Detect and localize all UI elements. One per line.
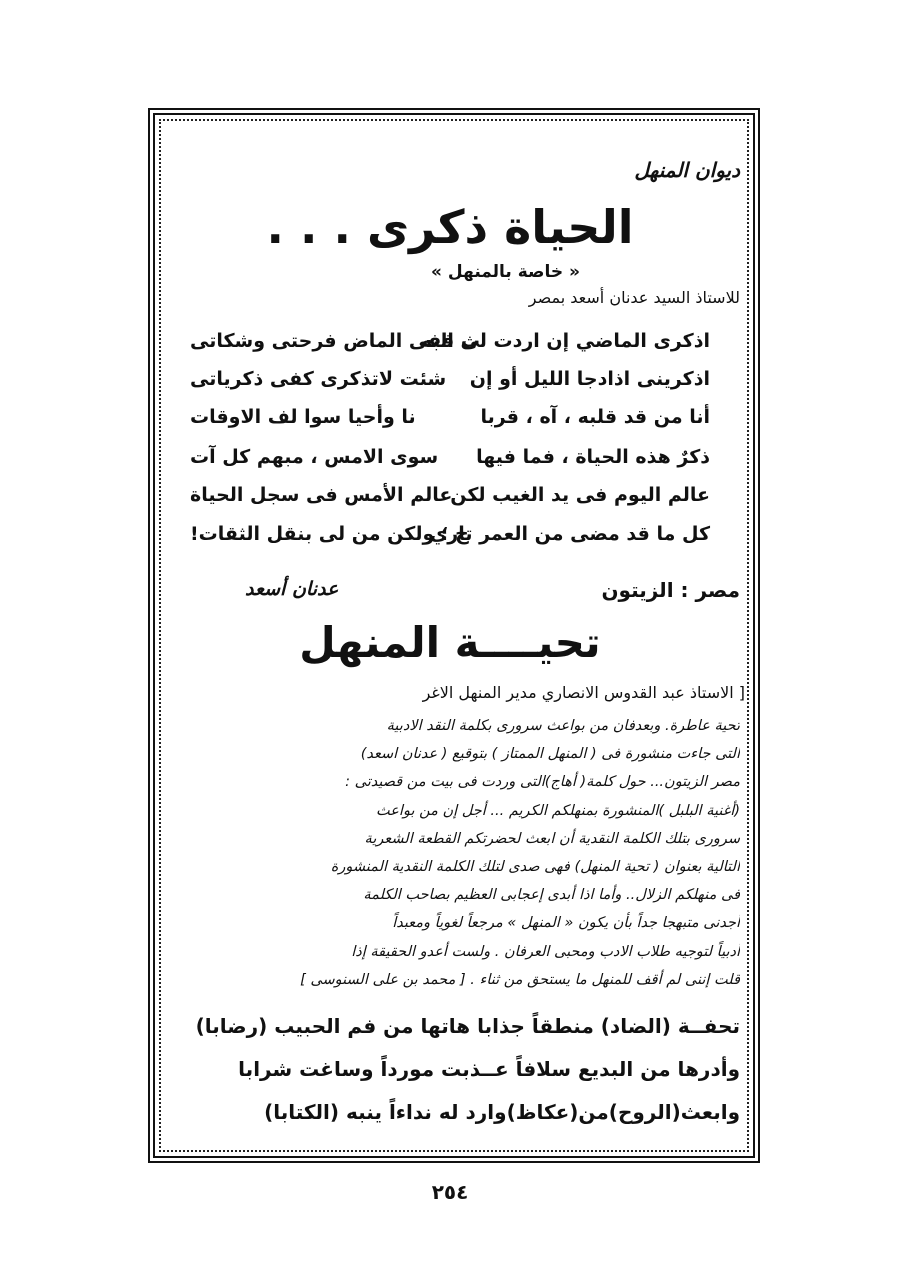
letter-line: أدبياً لتوجيه طلاب الادب ومحبى العرفان . ولست أعدو الحقيقة إذا (351, 943, 740, 960)
letter-line: أجدنى متبهجا جداً بأن يكون « المنهل » مرجعاً لغوياً ومعبداً (392, 915, 740, 932)
verse-row (190, 484, 710, 518)
poem-title: الحياة ذكرى . . . (266, 200, 634, 254)
letter-line: قلت إننى لم أقف للمنهل ما يستحق من ثناء . [ محمد بن على السنوسى ] (300, 971, 740, 988)
poem-author: للاستاذ السيد عدنان أسعد بمصر (528, 288, 740, 307)
verse-line: وابعث(الروح)من(عكاظ)وارد له نداءاً ينبه (الكتابا) (264, 1100, 740, 1124)
letter-body (180, 712, 740, 994)
letter-line: (أغنية البلبل )المنشورة بمنهلكم الكريم ... أجل إن من بواعث (376, 802, 740, 819)
hemistich-left: ث ففى الماض فرحتى وشكاتى (190, 330, 480, 352)
verse-line: تحفــة (الضاد) منطقاً جذابا هاتها من فم الحبيب (رضابا) (195, 1014, 740, 1038)
hemistich-right: أنا من قد قلبه ، آه ، قربا (480, 406, 710, 428)
hemistich-left: نا وأحيا سوا لف الاوقات (190, 406, 416, 428)
section-title: تحيــــة المنهل (299, 618, 601, 667)
verse-row (190, 330, 710, 364)
letter-line: فى منهلكم الزلال.. وأما اذا أبدى إعجابى العظيم بصاحب الكلمة (363, 887, 740, 904)
poem-subtitle: « خاصة بالمنهل » (431, 262, 580, 282)
letter-line: مصر الزيتون... حول كلمة( أهاج)التى وردت فى بيت من قصيدتى : (345, 774, 740, 791)
section-label: ديوان المنهل (634, 158, 740, 182)
signature-name: عدنان أسعد (245, 578, 339, 600)
verse-row (190, 406, 710, 440)
hemistich-left: عالم الأمس فى سجل الحياة (190, 484, 453, 506)
signature-place: مصر : الزيتون (601, 578, 740, 602)
letter-line: التى جاءت منشورة فى ( المنهل الممتاز ) بتوقيع ( عدنان اسعد) (360, 746, 740, 763)
letter-line: سرورى بتلك الكلمة النقدية أن ابعث لحضرتكم القطعة الشعرية (364, 830, 740, 847)
hemistich-right: عالم اليوم فى يد الغيب لكن (450, 484, 710, 506)
page-number: ٢٥٤ (431, 1180, 469, 1204)
letter-line: تحية عاطرة. وبعدفان من بواعث سرورى بكلمة النقد الادبية (386, 718, 740, 734)
letter-heading: [ الاستاذ عبد القدوس الانصاري مدير المنهل الاغر (422, 683, 745, 702)
hemistich-right: كل ما قد مضى من العمر تاري (429, 523, 710, 545)
verse-row (190, 446, 710, 480)
hemistich-right: اذكرى الماضي إن اردت لى البه (420, 330, 710, 352)
hemistich-right: اذكرينى اذادجا الليل أو إن (469, 368, 710, 390)
verse-row (190, 523, 710, 557)
hemistich-right: ذكرٌ هذه الحياة ، فما فيها (476, 446, 710, 468)
hemistich-left: سوى الامس ، مبهم كل آت (190, 446, 439, 468)
poem2-verses (170, 1005, 740, 1134)
hemistich-left: خ ؛ ولكن من لى بنقل الثقات! (190, 523, 469, 545)
verse-row (190, 368, 710, 402)
letter-line: التالية بعنوان ( تحية المنهل) فهى صدى لتلك الكلمة النقدية المنشورة (330, 859, 740, 876)
hemistich-left: شئت لاتذكرى كفى ذكرياتى (190, 368, 447, 390)
verse-line: وأدرها من البديع سلافاً عــذبت مورداً وساغت شرابا (238, 1057, 740, 1081)
